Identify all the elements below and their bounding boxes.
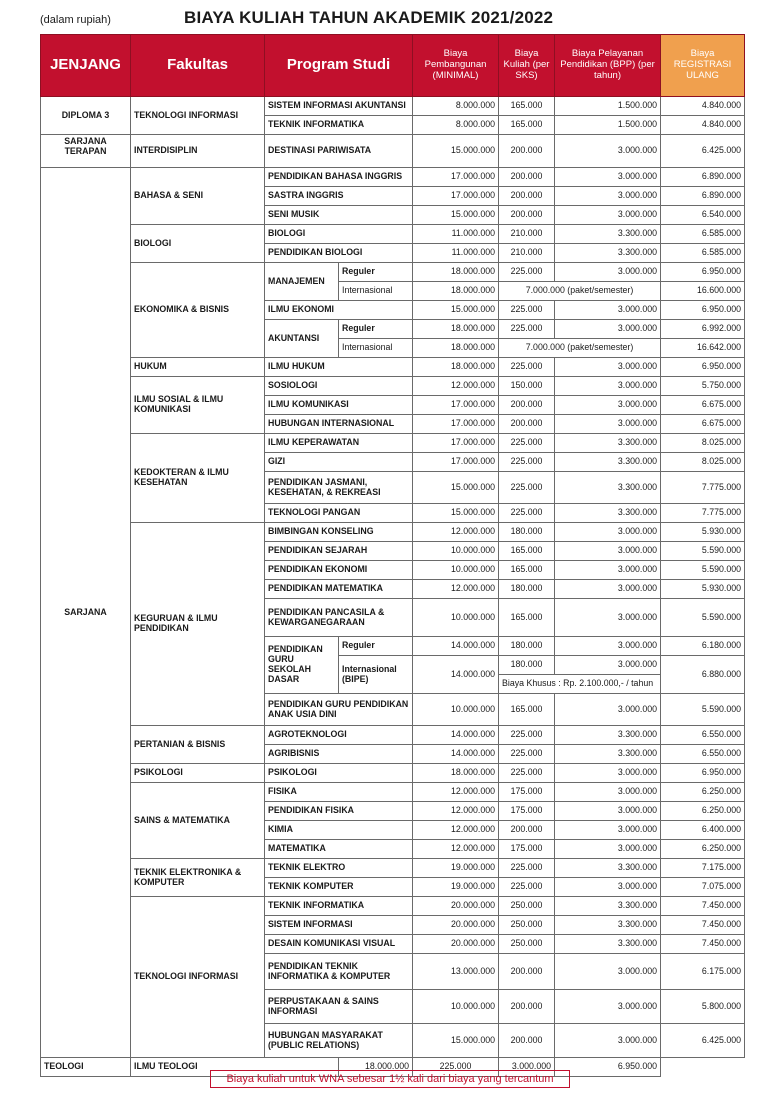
table-row	[41, 97, 745, 116]
pembangunan-cell: 12.000.000	[413, 802, 499, 821]
kuliah-cell: 200.000	[499, 821, 555, 840]
pembangunan-cell: 18.000.000	[339, 1058, 413, 1077]
kuliah-cell: 225.000	[499, 434, 555, 453]
bpp-cell: 3.300.000	[555, 225, 661, 244]
registrasi-cell: 8.025.000	[661, 434, 745, 453]
bpp-cell: 3.000.000	[555, 320, 661, 339]
prodi-cell: TEKNIK INFORMATIKA	[265, 897, 413, 916]
table-row	[41, 783, 745, 802]
pembangunan-cell: 15.000.000	[413, 472, 499, 504]
kuliah-cell: 180.000	[499, 580, 555, 599]
table-row	[41, 263, 745, 282]
pembangunan-cell: 15.000.000	[413, 135, 499, 168]
pembangunan-cell: 20.000.000	[413, 897, 499, 916]
prodi-cell: PENDIDIKAN BAHASA INGGRIS	[265, 168, 413, 187]
bpp-cell: 3.000.000	[555, 580, 661, 599]
bpp-cell: 3.000.000	[499, 1058, 555, 1077]
pembangunan-cell: 10.000.000	[413, 599, 499, 637]
header-biaya-pembangunan: Biaya Pembangunan (MINIMAL)	[413, 35, 499, 97]
jalur-cell: Internasional	[339, 339, 413, 358]
pembangunan-cell: 15.000.000	[413, 504, 499, 523]
prodi-cell: SASTRA INGGRIS	[265, 187, 413, 206]
pembangunan-cell: 15.000.000	[413, 206, 499, 225]
bpp-cell: 3.300.000	[555, 745, 661, 764]
prodi-cell: ILMU KEPERAWATAN	[265, 434, 413, 453]
prodi-cell: PSIKOLOGI	[265, 764, 413, 783]
registrasi-cell: 7.075.000	[661, 878, 745, 897]
bpp-cell: 3.000.000	[555, 358, 661, 377]
kuliah-cell: 165.000	[499, 97, 555, 116]
kuliah-cell: 225.000	[413, 1058, 499, 1077]
pembangunan-cell: 12.000.000	[413, 840, 499, 859]
pembangunan-cell: 10.000.000	[413, 542, 499, 561]
registrasi-cell: 6.950.000	[555, 1058, 661, 1077]
prodi-cell: BIMBINGAN KONSELING	[265, 523, 413, 542]
prodi-cell: PENDIDIKAN JASMANI, KESEHATAN, & REKREASI	[265, 472, 413, 504]
registrasi-cell: 7.450.000	[661, 897, 745, 916]
registrasi-cell: 16.642.000	[661, 339, 745, 358]
registrasi-cell: 5.930.000	[661, 580, 745, 599]
bpp-cell: 3.300.000	[555, 434, 661, 453]
bpp-cell: 3.000.000	[555, 878, 661, 897]
pembangunan-cell: 19.000.000	[413, 878, 499, 897]
bpp-cell: 3.000.000	[555, 206, 661, 225]
prodi-cell: HUBUNGAN MASYARAKAT (PUBLIC RELATIONS)	[265, 1024, 413, 1058]
kuliah-cell: 180.000	[499, 637, 555, 656]
registrasi-cell: 6.675.000	[661, 415, 745, 434]
fakultas-cell: HUKUM	[131, 358, 265, 377]
kuliah-cell: 165.000	[499, 694, 555, 726]
prodi-cell: DESTINASI PARIWISATA	[265, 135, 413, 168]
registrasi-cell: 6.400.000	[661, 821, 745, 840]
bpp-cell: 3.000.000	[555, 187, 661, 206]
fakultas-cell: INTERDISIPLIN	[131, 135, 265, 168]
kuliah-cell: 165.000	[499, 561, 555, 580]
prodi-cell: PENDIDIKAN SEJARAH	[265, 542, 413, 561]
prodi-cell: ILMU KOMUNIKASI	[265, 396, 413, 415]
header-registrasi-ulang: Biaya REGISTRASI ULANG	[661, 35, 745, 97]
prodi-cell: TEKNIK ELEKTRO	[265, 859, 413, 878]
pembangunan-cell: 12.000.000	[413, 377, 499, 396]
prodi-cell: PENDIDIKAN BIOLOGI	[265, 244, 413, 263]
prodi-cell: PENDIDIKAN GURU SEKOLAH DASAR	[265, 637, 339, 694]
prodi-cell: PENDIDIKAN TEKNIK INFORMATIKA & KOMPUTER	[265, 954, 413, 990]
currency-unit-label: (dalam rupiah)	[40, 14, 111, 26]
kuliah-cell: 225.000	[499, 726, 555, 745]
prodi-cell: TEKNOLOGI PANGAN	[265, 504, 413, 523]
header-program-studi: Program Studi	[265, 35, 413, 97]
pembangunan-cell: 15.000.000	[413, 1024, 499, 1058]
header-jenjang: JENJANG	[41, 35, 131, 97]
bpp-cell: 3.000.000	[555, 656, 661, 675]
prodi-cell: AGROTEKNOLOGI	[265, 726, 413, 745]
fakultas-cell: EKONOMIKA & BISNIS	[131, 263, 265, 358]
registrasi-cell: 4.840.000	[661, 97, 745, 116]
bpp-cell: 3.000.000	[555, 764, 661, 783]
prodi-cell: BIOLOGI	[265, 225, 413, 244]
registrasi-cell: 5.590.000	[661, 694, 745, 726]
bpp-cell: 3.000.000	[555, 396, 661, 415]
prodi-cell: PENDIDIKAN EKONOMI	[265, 561, 413, 580]
table-row	[41, 135, 745, 168]
registrasi-cell: 6.950.000	[661, 358, 745, 377]
kuliah-cell: 200.000	[499, 1024, 555, 1058]
pembangunan-cell: 14.000.000	[413, 656, 499, 694]
prodi-cell: TEKNIK KOMPUTER	[265, 878, 413, 897]
tuition-table	[40, 34, 745, 1077]
table-row	[41, 523, 745, 542]
pembangunan-cell: 10.000.000	[413, 694, 499, 726]
registrasi-cell: 6.250.000	[661, 840, 745, 859]
kuliah-cell: 165.000	[499, 116, 555, 135]
kuliah-cell: 200.000	[499, 168, 555, 187]
biaya-khusus-cell: Biaya Khusus : Rp. 2.100.000,- / tahun	[499, 675, 661, 694]
prodi-cell: HUBUNGAN INTERNASIONAL	[265, 415, 413, 434]
pembangunan-cell: 18.000.000	[413, 358, 499, 377]
bpp-cell: 3.000.000	[555, 954, 661, 990]
pembangunan-cell: 19.000.000	[413, 859, 499, 878]
pembangunan-cell: 12.000.000	[413, 523, 499, 542]
foreign-student-note: Biaya kuliah untuk WNA sebesar 1½ kali dari biaya yang tercantum	[210, 1070, 570, 1088]
bpp-cell: 3.300.000	[555, 453, 661, 472]
fakultas-cell: KEDOKTERAN & ILMU KESEHATAN	[131, 434, 265, 523]
pembangunan-cell: 17.000.000	[413, 168, 499, 187]
bpp-cell: 3.000.000	[555, 821, 661, 840]
header-bpp: Biaya Pelayanan Pendidikan (BPP) (per tahun)	[555, 35, 661, 97]
bpp-cell: 3.300.000	[555, 916, 661, 935]
prodi-cell: MANAJEMEN	[265, 263, 339, 301]
table-header-row	[41, 35, 745, 97]
prodi-cell: MATEMATIKA	[265, 840, 413, 859]
fakultas-cell: TEOLOGI	[41, 1058, 131, 1077]
pembangunan-cell: 14.000.000	[413, 637, 499, 656]
kuliah-cell: 250.000	[499, 935, 555, 954]
fakultas-cell: SAINS & MATEMATIKA	[131, 783, 265, 859]
kuliah-cell: 225.000	[499, 472, 555, 504]
fakultas-cell: ILMU SOSIAL & ILMU KOMUNIKASI	[131, 377, 265, 434]
table-row	[41, 897, 745, 916]
kuliah-cell: 225.000	[499, 358, 555, 377]
pembangunan-cell: 8.000.000	[413, 97, 499, 116]
bpp-cell: 3.300.000	[555, 504, 661, 523]
pembangunan-cell: 10.000.000	[413, 990, 499, 1024]
fakultas-cell: PERTANIAN & BISNIS	[131, 726, 265, 764]
registrasi-cell: 6.585.000	[661, 244, 745, 263]
prodi-cell: KIMIA	[265, 821, 413, 840]
registrasi-cell: 16.600.000	[661, 282, 745, 301]
registrasi-cell: 5.800.000	[661, 990, 745, 1024]
pembangunan-cell: 8.000.000	[413, 116, 499, 135]
kuliah-cell: 225.000	[499, 764, 555, 783]
fakultas-cell: BIOLOGI	[131, 225, 265, 263]
pembangunan-cell: 11.000.000	[413, 225, 499, 244]
kuliah-cell: 225.000	[499, 263, 555, 282]
table-row	[41, 726, 745, 745]
prodi-cell: SISTEM INFORMASI AKUNTANSI	[265, 97, 413, 116]
kuliah-cell: 225.000	[499, 320, 555, 339]
prodi-cell: SISTEM INFORMASI	[265, 916, 413, 935]
registrasi-cell: 4.840.000	[661, 116, 745, 135]
pembangunan-cell: 13.000.000	[413, 954, 499, 990]
bpp-cell: 1.500.000	[555, 116, 661, 135]
pembangunan-cell: 20.000.000	[413, 935, 499, 954]
pembangunan-cell: 18.000.000	[413, 764, 499, 783]
page-title: BIAYA KULIAH TAHUN AKADEMIK 2021/2022	[184, 8, 554, 27]
pembangunan-cell: 12.000.000	[413, 580, 499, 599]
paket-cell: 7.000.000 (paket/semester)	[499, 282, 661, 301]
prodi-cell: FISIKA	[265, 783, 413, 802]
jenjang-cell: SARJANA	[41, 168, 131, 1058]
prodi-cell: AGRIBISNIS	[265, 745, 413, 764]
bpp-cell: 3.000.000	[555, 542, 661, 561]
bpp-cell: 3.000.000	[555, 168, 661, 187]
bpp-cell: 3.000.000	[555, 263, 661, 282]
jalur-cell: Internasional (BIPE)	[339, 656, 413, 694]
kuliah-cell: 225.000	[499, 301, 555, 320]
pembangunan-cell: 20.000.000	[413, 916, 499, 935]
registrasi-cell: 5.590.000	[661, 599, 745, 637]
prodi-cell: PENDIDIKAN FISIKA	[265, 802, 413, 821]
kuliah-cell: 200.000	[499, 396, 555, 415]
pembangunan-cell: 10.000.000	[413, 561, 499, 580]
kuliah-cell: 250.000	[499, 897, 555, 916]
registrasi-cell: 6.950.000	[661, 301, 745, 320]
kuliah-cell: 210.000	[499, 244, 555, 263]
registrasi-cell: 6.550.000	[661, 726, 745, 745]
kuliah-cell: 165.000	[499, 599, 555, 637]
pembangunan-cell: 18.000.000	[413, 339, 499, 358]
kuliah-cell: 200.000	[499, 187, 555, 206]
bpp-cell: 3.000.000	[555, 301, 661, 320]
prodi-cell: PENDIDIKAN MATEMATIKA	[265, 580, 413, 599]
kuliah-cell: 180.000	[499, 656, 555, 675]
header-fakultas: Fakultas	[131, 35, 265, 97]
bpp-cell: 3.000.000	[555, 840, 661, 859]
bpp-cell: 3.300.000	[555, 935, 661, 954]
table-row	[41, 764, 745, 783]
bpp-cell: 3.300.000	[555, 726, 661, 745]
registrasi-cell: 7.175.000	[661, 859, 745, 878]
pembangunan-cell: 15.000.000	[413, 301, 499, 320]
table-row	[41, 225, 745, 244]
kuliah-cell: 225.000	[499, 859, 555, 878]
prodi-cell: ILMU HUKUM	[265, 358, 413, 377]
prodi-cell: PENDIDIKAN GURU PENDIDIKAN ANAK USIA DINI	[265, 694, 413, 726]
jenjang-cell: DIPLOMA 3	[41, 97, 131, 135]
registrasi-cell: 6.540.000	[661, 206, 745, 225]
kuliah-cell: 225.000	[499, 878, 555, 897]
kuliah-cell: 200.000	[499, 135, 555, 168]
pembangunan-cell: 17.000.000	[413, 434, 499, 453]
kuliah-cell: 225.000	[499, 453, 555, 472]
bpp-cell: 3.000.000	[555, 377, 661, 396]
jalur-cell: Reguler	[339, 637, 413, 656]
kuliah-cell: 210.000	[499, 225, 555, 244]
pembangunan-cell: 17.000.000	[413, 396, 499, 415]
kuliah-cell: 200.000	[499, 954, 555, 990]
kuliah-cell: 200.000	[499, 415, 555, 434]
pembangunan-cell: 17.000.000	[413, 187, 499, 206]
pembangunan-cell: 12.000.000	[413, 821, 499, 840]
table-row	[41, 859, 745, 878]
table-row	[41, 434, 745, 453]
registrasi-cell: 6.950.000	[661, 764, 745, 783]
table-row	[41, 358, 745, 377]
prodi-cell: DESAIN KOMUNIKASI VISUAL	[265, 935, 413, 954]
registrasi-cell: 6.675.000	[661, 396, 745, 415]
prodi-cell: AKUNTANSI	[265, 320, 339, 358]
registrasi-cell: 5.750.000	[661, 377, 745, 396]
registrasi-cell: 6.550.000	[661, 745, 745, 764]
table-row	[41, 377, 745, 396]
kuliah-cell: 175.000	[499, 840, 555, 859]
header-biaya-kuliah: Biaya Kuliah (per SKS)	[499, 35, 555, 97]
bpp-cell: 3.000.000	[555, 783, 661, 802]
pembangunan-cell: 17.000.000	[413, 415, 499, 434]
kuliah-cell: 250.000	[499, 916, 555, 935]
registrasi-cell: 6.890.000	[661, 168, 745, 187]
table-row	[41, 168, 745, 187]
kuliah-cell: 200.000	[499, 990, 555, 1024]
registrasi-cell: 6.425.000	[661, 135, 745, 168]
prodi-cell: SENI MUSIK	[265, 206, 413, 225]
bpp-cell: 3.000.000	[555, 415, 661, 434]
bpp-cell: 3.300.000	[555, 472, 661, 504]
bpp-cell: 1.500.000	[555, 97, 661, 116]
registrasi-cell: 7.775.000	[661, 472, 745, 504]
pembangunan-cell: 17.000.000	[413, 453, 499, 472]
fakultas-cell: TEKNOLOGI INFORMASI	[131, 897, 265, 1058]
paket-cell: 7.000.000 (paket/semester)	[499, 339, 661, 358]
kuliah-cell: 225.000	[499, 504, 555, 523]
registrasi-cell: 6.880.000	[661, 656, 745, 694]
pembangunan-cell: 18.000.000	[413, 320, 499, 339]
registrasi-cell: 6.180.000	[661, 637, 745, 656]
fakultas-cell: TEKNOLOGI INFORMASI	[131, 97, 265, 135]
registrasi-cell: 7.450.000	[661, 916, 745, 935]
registrasi-cell: 6.425.000	[661, 1024, 745, 1058]
bpp-cell: 3.000.000	[555, 990, 661, 1024]
registrasi-cell: 6.585.000	[661, 225, 745, 244]
fakultas-cell: BAHASA & SENI	[131, 168, 265, 225]
registrasi-cell: 5.590.000	[661, 542, 745, 561]
prodi-cell: GIZI	[265, 453, 413, 472]
registrasi-cell: 5.590.000	[661, 561, 745, 580]
pembangunan-cell: 14.000.000	[413, 745, 499, 764]
registrasi-cell: 6.890.000	[661, 187, 745, 206]
bpp-cell: 3.300.000	[555, 897, 661, 916]
jalur-cell: Reguler	[339, 263, 413, 282]
bpp-cell: 3.000.000	[555, 561, 661, 580]
prodi-cell: PENDIDIKAN PANCASILA & KEWARGANEGARAAN	[265, 599, 413, 637]
prodi-cell: PERPUSTAKAAN & SAINS INFORMASI	[265, 990, 413, 1024]
jalur-cell: Reguler	[339, 320, 413, 339]
jenjang-cell: SARJANA TERAPAN	[41, 135, 131, 168]
kuliah-cell: 175.000	[499, 802, 555, 821]
bpp-cell: 3.000.000	[555, 135, 661, 168]
pembangunan-cell: 18.000.000	[413, 263, 499, 282]
registrasi-cell: 7.450.000	[661, 935, 745, 954]
bpp-cell: 3.000.000	[555, 694, 661, 726]
bpp-cell: 3.000.000	[555, 802, 661, 821]
kuliah-cell: 180.000	[499, 523, 555, 542]
pembangunan-cell: 12.000.000	[413, 783, 499, 802]
pembangunan-cell: 14.000.000	[413, 726, 499, 745]
kuliah-cell: 165.000	[499, 542, 555, 561]
prodi-cell: ILMU TEOLOGI	[131, 1058, 339, 1077]
bpp-cell: 3.000.000	[555, 599, 661, 637]
bpp-cell: 3.300.000	[555, 859, 661, 878]
registrasi-cell: 6.950.000	[661, 263, 745, 282]
registrasi-cell: 6.992.000	[661, 320, 745, 339]
jalur-cell: Internasional	[339, 282, 413, 301]
registrasi-cell: 6.175.000	[661, 954, 745, 990]
fakultas-cell: TEKNIK ELEKTRONIKA & KOMPUTER	[131, 859, 265, 897]
kuliah-cell: 150.000	[499, 377, 555, 396]
pembangunan-cell: 18.000.000	[413, 282, 499, 301]
prodi-cell: TEKNIK INFORMATIKA	[265, 116, 413, 135]
registrasi-cell: 6.250.000	[661, 783, 745, 802]
bpp-cell: 3.000.000	[555, 1024, 661, 1058]
fakultas-cell: KEGURUAN & ILMU PENDIDIKAN	[131, 523, 265, 726]
registrasi-cell: 5.930.000	[661, 523, 745, 542]
kuliah-cell: 200.000	[499, 206, 555, 225]
bpp-cell: 3.000.000	[555, 523, 661, 542]
prodi-cell: ILMU EKONOMI	[265, 301, 413, 320]
fakultas-cell: PSIKOLOGI	[131, 764, 265, 783]
registrasi-cell: 8.025.000	[661, 453, 745, 472]
kuliah-cell: 225.000	[499, 745, 555, 764]
registrasi-cell: 6.250.000	[661, 802, 745, 821]
bpp-cell: 3.000.000	[555, 637, 661, 656]
prodi-cell: SOSIOLOGI	[265, 377, 413, 396]
kuliah-cell: 175.000	[499, 783, 555, 802]
bpp-cell: 3.300.000	[555, 244, 661, 263]
registrasi-cell: 7.775.000	[661, 504, 745, 523]
pembangunan-cell: 11.000.000	[413, 244, 499, 263]
